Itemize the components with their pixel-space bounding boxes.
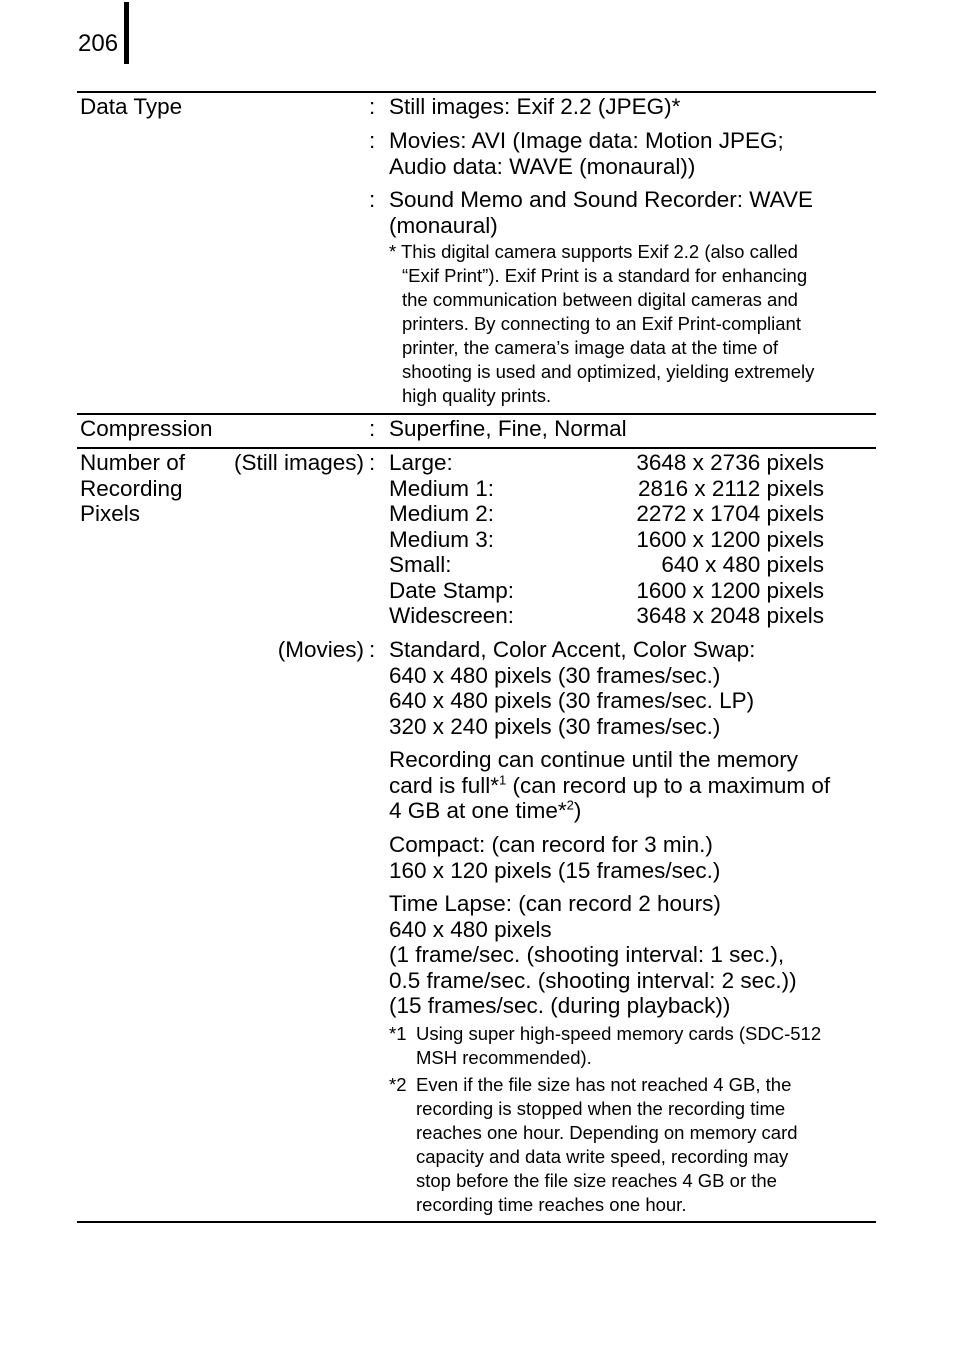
text-line: Sound Memo and Sound Recorder: WAVE — [389, 187, 813, 212]
size-name: Large: — [389, 450, 453, 475]
size-pixels: 1600 x 1200 pixels — [636, 577, 824, 603]
text-line: MSH recommended). — [416, 1047, 592, 1068]
recording-pixels-label — [80, 450, 185, 527]
footnote-ref: 2 — [566, 797, 574, 813]
text-line: Movies: AVI (Image data: Motion JPEG; — [389, 128, 784, 153]
text-line: printers. By connecting to an Exif Print-compliant — [402, 313, 801, 334]
text-line: Using super high-speed memory cards (SDC-512 — [416, 1023, 822, 1044]
footnote-1 — [389, 1022, 821, 1070]
exif-note — [389, 240, 814, 408]
text-line: reaches one hour. Depending on memory card — [416, 1122, 798, 1143]
table-row — [389, 578, 825, 604]
table-row — [389, 450, 825, 476]
table-row — [389, 527, 825, 553]
size-name: Small: — [389, 552, 452, 577]
text-fragment: ) — [573, 798, 582, 823]
text-line: 640 x 480 pixels — [389, 916, 552, 942]
table-row — [389, 476, 825, 502]
movies-compact — [389, 832, 720, 883]
data-type-still: Still images: Exif 2.2 (JPEG)* — [389, 94, 681, 119]
text-line: 320 x 240 pixels (30 frames/sec.) — [389, 713, 721, 739]
text-line: stop before the file size reaches 4 GB or the — [416, 1170, 777, 1191]
page-number: 206 — [78, 30, 119, 57]
text-line: Number of — [80, 450, 186, 475]
text-line: Audio data: WAVE (monaural)) — [389, 153, 696, 179]
text-line: high quality prints. — [402, 385, 552, 406]
text-line: printer, the camera’s image data at the time of — [402, 337, 779, 358]
text-line — [389, 773, 830, 799]
colon: : — [369, 128, 376, 153]
compression-value: Superfine, Fine, Normal — [389, 416, 627, 441]
text-fragment: 4 GB at one time* — [389, 798, 567, 823]
size-pixels: 640 x 480 pixels — [661, 552, 824, 577]
size-pixels: 2816 x 2112 pixels — [638, 475, 824, 501]
table-rule — [77, 413, 876, 415]
still-pixels-table — [389, 450, 825, 629]
size-name: Medium 1: — [389, 475, 495, 501]
text-line: shooting is used and optimized, yielding extremely — [402, 361, 815, 382]
size-name: Medium 3: — [389, 526, 495, 552]
table-rule — [77, 447, 876, 449]
table-rule-top — [77, 91, 876, 93]
text-line: the communication between digital cameras and — [402, 289, 798, 310]
movies-sublabel: (Movies) — [277, 637, 364, 662]
text-line: capacity and data write speed, recording may — [416, 1146, 789, 1167]
size-pixels: 2272 x 1704 pixels — [636, 501, 824, 526]
text-line: (monaural) — [389, 212, 498, 238]
table-row — [389, 501, 825, 527]
text-line — [389, 798, 830, 824]
movies-time-lapse — [389, 891, 797, 1019]
text-line: * This digital camera supports Exif 2.2 (also called — [389, 241, 798, 262]
footnote-2 — [389, 1073, 798, 1217]
colon: : — [369, 637, 376, 662]
size-name: Widescreen: — [389, 603, 515, 628]
table-rule-bottom — [77, 1221, 876, 1223]
text-fragment: card is full* — [389, 772, 500, 798]
size-pixels: 3648 x 2048 pixels — [636, 603, 824, 628]
colon: : — [369, 94, 376, 119]
footnote-mark: *2 — [389, 1074, 407, 1095]
text-line: 640 x 480 pixels (30 frames/sec.) — [389, 662, 721, 688]
size-pixels: 3648 x 2736 pixels — [636, 450, 824, 475]
text-line: Even if the file size has not reached 4 GB, the — [416, 1074, 792, 1095]
text-line: Standard, Color Accent, Color Swap: — [389, 637, 756, 662]
text-fragment: (can record up to a maximum of — [506, 772, 831, 798]
colon: : — [369, 450, 376, 475]
table-row — [389, 603, 825, 629]
still-images-sublabel: (Still images) — [233, 450, 364, 475]
page-edge-bar — [124, 2, 129, 64]
text-line: recording time reaches one hour. — [416, 1194, 687, 1215]
text-line: Recording can continue until the memory — [389, 747, 798, 772]
text-line: “Exif Print”). Exif Print is a standard for enhancing — [402, 265, 808, 286]
text-line: Compact: (can record for 3 min.) — [389, 832, 713, 857]
text-line: Pixels — [80, 501, 141, 526]
data-type-movies — [389, 128, 784, 179]
text-line: Recording — [80, 475, 183, 501]
text-line: 160 x 120 pixels (15 frames/sec.) — [389, 857, 721, 883]
text-line: 640 x 480 pixels (30 frames/sec. LP) — [389, 688, 755, 713]
colon: : — [369, 416, 376, 441]
compression-label: Compression — [80, 416, 213, 441]
footnote-mark: *1 — [389, 1023, 407, 1044]
data-type-sound — [389, 187, 813, 238]
size-pixels: 1600 x 1200 pixels — [636, 526, 824, 552]
size-name: Date Stamp: — [389, 577, 515, 603]
colon: : — [369, 187, 376, 212]
text-line: (1 frame/sec. (shooting interval: 1 sec.), — [389, 942, 785, 967]
footnote-ref: 1 — [499, 772, 507, 787]
movies-continue — [389, 747, 830, 824]
size-name: Medium 2: — [389, 501, 495, 526]
text-line: (15 frames/sec. (during playback)) — [389, 993, 731, 1018]
text-line: recording is stopped when the recording time — [416, 1098, 786, 1119]
text-line: Time Lapse: (can record 2 hours) — [389, 891, 721, 916]
text-line: 0.5 frame/sec. (shooting interval: 2 sec.)) — [389, 967, 797, 993]
movies-standard — [389, 637, 755, 739]
data-type-label: Data Type — [80, 94, 183, 119]
table-row — [389, 552, 825, 578]
